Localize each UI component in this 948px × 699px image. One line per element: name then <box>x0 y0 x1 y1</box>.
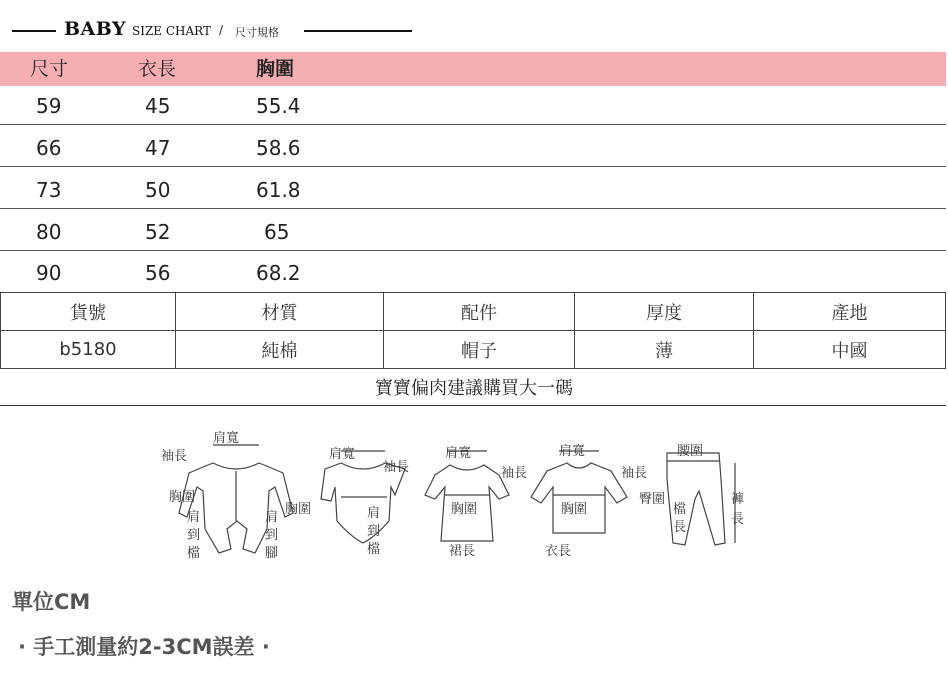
label-top-length: 衣長 <box>545 544 572 559</box>
cell-length: 50 <box>145 178 171 202</box>
label-romper-foot-3: 腳 <box>265 546 279 561</box>
label-bodysuit-shoulder: 肩寬 <box>329 447 356 462</box>
label-top-chest: 胸圍 <box>561 502 588 517</box>
label-romper-sleeve: 袖長 <box>161 449 188 464</box>
cell-chest: 55.4 <box>256 94 301 118</box>
label-bodysuit-crotch-1: 肩 <box>367 506 381 521</box>
label-dress-chest: 胸圍 <box>451 502 478 517</box>
cell-chest: 58.6 <box>256 136 301 160</box>
label-top-sleeve: 袖長 <box>621 466 648 481</box>
cell-length: 45 <box>145 94 171 118</box>
top-outline-icon <box>531 451 627 533</box>
brand-title: BABY <box>64 18 127 40</box>
cell-size: 80 <box>36 220 62 244</box>
info-header-material: 材質 <box>176 293 384 331</box>
info-value-origin: 中國 <box>754 331 946 369</box>
unit-label: 單位CM <box>12 590 91 614</box>
label-romper-foot-2: 到 <box>265 528 279 543</box>
cell-length: 47 <box>145 136 171 160</box>
info-value-row <box>1 331 946 369</box>
info-value-material: 純棉 <box>176 331 384 369</box>
info-header-origin: 產地 <box>754 293 946 331</box>
label-pants-length-2: 長 <box>731 512 745 527</box>
row-divider <box>0 124 946 125</box>
label-pants-crotch-2: 長 <box>673 520 687 535</box>
label-bodysuit-crotch-3: 檔 <box>367 542 381 557</box>
label-romper-chest: 胸圍 <box>169 490 196 505</box>
dress-outline-icon <box>425 451 509 541</box>
col-header-length: 衣長 <box>138 58 177 80</box>
header-rule-right <box>304 30 412 32</box>
row-divider <box>0 166 946 167</box>
label-pants-length-1: 褲 <box>731 492 745 507</box>
cell-size: 66 <box>36 136 62 160</box>
label-romper-shoulder: 肩寬 <box>213 431 240 446</box>
info-value-thickness: 薄 <box>575 331 754 369</box>
brand-subtitle-cn: 尺寸規格 <box>235 26 279 39</box>
info-value-sku: b5180 <box>1 331 176 369</box>
measurement-diagram <box>155 425 755 570</box>
label-romper-crotch-2: 到 <box>187 528 201 543</box>
size-chart-header <box>0 16 948 46</box>
label-pants-hip: 臀圍 <box>639 492 666 507</box>
cell-chest: 61.8 <box>256 178 301 202</box>
product-info-table <box>0 292 946 369</box>
size-advice: 寶寶偏肉建議購買大一碼 <box>375 378 573 399</box>
label-pants-waist: 腰圍 <box>677 444 704 459</box>
label-top-shoulder: 肩寬 <box>559 444 586 459</box>
label-pants-crotch-1: 檔 <box>673 502 687 517</box>
cell-size: 59 <box>36 94 62 118</box>
info-header-sku: 貨號 <box>1 293 176 331</box>
cell-chest: 65 <box>264 220 290 244</box>
cell-length: 52 <box>145 220 171 244</box>
label-bodysuit-sleeve: 袖長 <box>383 460 410 475</box>
label-dress-sleeve: 袖長 <box>501 466 528 481</box>
label-dress-skirt-length: 裙長 <box>449 544 476 559</box>
row-divider <box>0 250 946 251</box>
brand-subtitle: SIZE CHART <box>132 24 212 38</box>
info-header-accessory: 配件 <box>384 293 575 331</box>
advice-divider <box>0 405 946 406</box>
cell-chest: 68.2 <box>256 261 301 285</box>
label-dress-shoulder: 肩寬 <box>445 446 472 461</box>
label-romper-crotch-1: 肩 <box>187 510 201 525</box>
label-romper-crotch-3: 檔 <box>187 546 201 561</box>
col-header-size: 尺寸 <box>30 58 69 80</box>
brand-slash: / <box>219 23 224 37</box>
measurement-error-note: · 手工測量約2-3CM誤差 · <box>18 635 270 659</box>
row-divider <box>0 208 946 209</box>
info-header-row <box>1 293 946 331</box>
label-romper-foot-1: 肩 <box>265 510 279 525</box>
cell-length: 56 <box>145 261 171 285</box>
info-header-thickness: 厚度 <box>575 293 754 331</box>
cell-size: 90 <box>36 261 62 285</box>
header-rule-left <box>12 30 56 32</box>
label-bodysuit-crotch-2: 到 <box>367 524 381 539</box>
info-value-accessory: 帽子 <box>384 331 575 369</box>
cell-size: 73 <box>36 178 62 202</box>
col-header-chest: 胸圍 <box>256 58 295 80</box>
label-bodysuit-chest: 胸圍 <box>285 502 312 517</box>
